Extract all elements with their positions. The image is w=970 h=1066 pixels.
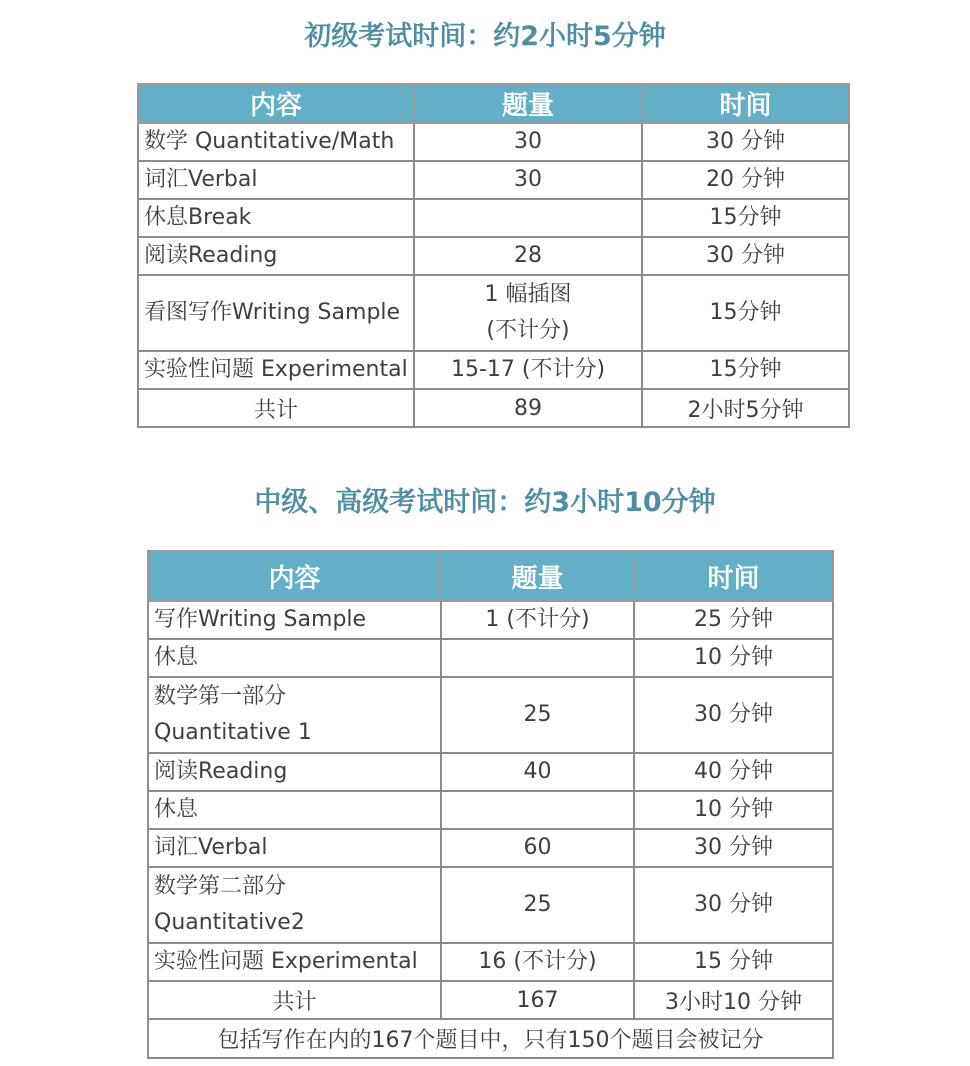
advanced-exam-table	[147, 550, 834, 1059]
column-header: 时间	[634, 551, 833, 601]
content-cell: 阅读Reading	[148, 753, 441, 791]
table-row	[138, 123, 849, 161]
total-time: 2小时5分钟	[642, 389, 849, 427]
total-row	[148, 981, 833, 1019]
total-label: 共计	[138, 389, 414, 427]
content-cell: 休息	[148, 791, 441, 829]
table-row	[148, 791, 833, 829]
count-cell: 30	[414, 161, 642, 199]
time-cell: 15分钟	[642, 351, 849, 389]
time-cell: 30 分钟	[634, 677, 833, 753]
table-row	[148, 639, 833, 677]
table-row	[148, 601, 833, 639]
table-row	[148, 677, 833, 753]
count-cell	[414, 199, 642, 237]
time-cell: 15分钟	[642, 275, 849, 351]
total-row	[138, 389, 849, 427]
note-row: 包括写作在内的167个题目中，只有150个题目会被记分	[148, 1019, 833, 1058]
time-cell: 20 分钟	[642, 161, 849, 199]
table-row	[138, 161, 849, 199]
column-header: 题量	[414, 84, 642, 123]
content-cell: 数学第二部分 Quantitative2	[148, 867, 441, 943]
count-cell: 40	[441, 753, 634, 791]
time-cell: 30 分钟	[634, 867, 833, 943]
table-row	[138, 351, 849, 389]
column-header: 时间	[642, 84, 849, 123]
time-cell: 10 分钟	[634, 791, 833, 829]
column-header: 内容	[148, 551, 441, 601]
basic-exam-title: 初级考试时间：约2小时5分钟	[304, 21, 666, 52]
content-cell: 词汇Verbal	[138, 161, 414, 199]
content-cell: 实验性问题 Experimental	[138, 351, 414, 389]
time-cell: 40 分钟	[634, 753, 833, 791]
time-cell: 10 分钟	[634, 639, 833, 677]
time-cell: 25 分钟	[634, 601, 833, 639]
time-cell: 30 分钟	[634, 829, 833, 867]
time-cell: 30 分钟	[642, 123, 849, 161]
time-cell: 15 分钟	[634, 943, 833, 981]
table-row	[148, 753, 833, 791]
content-cell: 休息Break	[138, 199, 414, 237]
time-cell: 15分钟	[642, 199, 849, 237]
content-cell: 写作Writing Sample	[148, 601, 441, 639]
content-cell: 数学 Quantitative/Math	[138, 123, 414, 161]
table-row	[138, 199, 849, 237]
table-row	[138, 275, 849, 351]
table-row	[148, 867, 833, 943]
content-cell: 看图写作Writing Sample	[138, 275, 414, 351]
table-row	[148, 943, 833, 981]
content-cell: 阅读Reading	[138, 237, 414, 275]
count-cell: 28	[414, 237, 642, 275]
content-cell: 实验性问题 Experimental	[148, 943, 441, 981]
total-time: 3小时10 分钟	[634, 981, 833, 1019]
content-cell: 词汇Verbal	[148, 829, 441, 867]
column-header: 题量	[441, 551, 634, 601]
count-cell	[441, 639, 634, 677]
advanced-exam-title: 中级、高级考试时间：约3小时10分钟	[254, 487, 716, 518]
table-row	[148, 829, 833, 867]
total-count: 89	[414, 389, 642, 427]
content-cell: 休息	[148, 639, 441, 677]
time-cell: 30 分钟	[642, 237, 849, 275]
count-cell: 1 (不计分)	[441, 601, 634, 639]
count-cell: 1 幅插图 (不计分)	[414, 275, 642, 351]
column-header: 内容	[138, 84, 414, 123]
total-label: 共计	[148, 981, 441, 1019]
table-row	[138, 237, 849, 275]
basic-exam-table	[137, 83, 850, 428]
count-cell: 60	[441, 829, 634, 867]
content-cell: 数学第一部分 Quantitative 1	[148, 677, 441, 753]
count-cell: 16 (不计分)	[441, 943, 634, 981]
total-count: 167	[441, 981, 634, 1019]
count-cell: 25	[441, 677, 634, 753]
count-cell: 15-17 (不计分)	[414, 351, 642, 389]
count-cell	[441, 791, 634, 829]
count-cell: 30	[414, 123, 642, 161]
count-cell: 25	[441, 867, 634, 943]
